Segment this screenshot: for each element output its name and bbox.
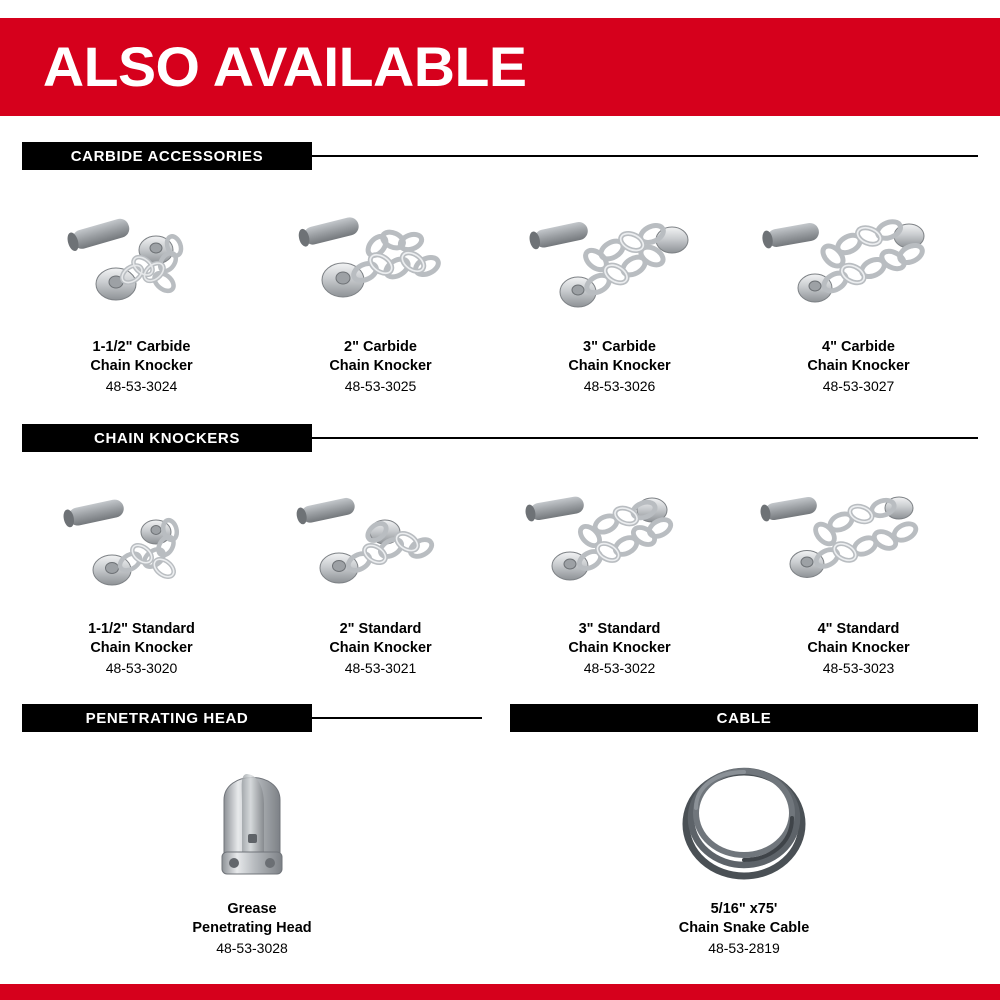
product-sku: 48-53-3026 (583, 378, 656, 395)
section-header-chain-knockers (22, 424, 978, 452)
product-sku: 48-53-3024 (105, 378, 178, 395)
carbide-chain-knocker-1-1-2-image (22, 188, 261, 338)
product-name-line2: Chain Knocker (329, 640, 432, 657)
product-card[interactable] (739, 470, 978, 679)
product-sku: 48-53-3022 (583, 660, 656, 677)
section-label: PENETRATING HEAD (22, 704, 312, 732)
chain-snake-cable-image (510, 745, 978, 900)
product-name-line1: 5/16" x75' (710, 901, 778, 917)
product-card[interactable] (22, 470, 261, 679)
product-sku: 48-53-2819 (708, 940, 780, 957)
standard-chain-knocker-4-image (739, 470, 978, 620)
product-name-line2: Chain Knocker (807, 358, 910, 375)
section-header-cable (510, 704, 978, 732)
grease-penetrating-head-image (22, 745, 482, 900)
product-card[interactable] (500, 470, 739, 679)
product-grid-chain-knockers (22, 470, 978, 679)
section-divider (312, 437, 978, 439)
product-card[interactable] (22, 188, 261, 397)
section-divider (312, 155, 978, 157)
product-name-line2: Chain Knocker (329, 358, 432, 375)
product-sku: 48-53-3028 (216, 940, 288, 957)
product-name-line1: 4" Standard (817, 621, 900, 637)
section-label: CABLE (510, 704, 978, 732)
product-name-line2: Chain Knocker (568, 358, 671, 375)
product-name-line1: 4" Carbide (822, 339, 895, 355)
product-card[interactable] (261, 470, 500, 679)
product-name-line2: Chain Knocker (568, 640, 671, 657)
product-card[interactable] (22, 745, 482, 959)
product-name-line1: 2" Standard (339, 621, 422, 637)
product-name-line2: Chain Knocker (807, 640, 910, 657)
product-name-line1: 1-1/2" Carbide (92, 339, 191, 355)
product-grid-carbide-accessories (22, 188, 978, 397)
product-sku: 48-53-3025 (344, 378, 417, 395)
product-card[interactable] (739, 188, 978, 397)
page-title: ALSO AVAILABLE (42, 35, 527, 98)
product-card[interactable] (510, 745, 978, 959)
product-name-line1: 1-1/2" Standard (88, 621, 195, 637)
product-name-line2: Chain Snake Cable (678, 920, 810, 937)
product-grid-cable (510, 745, 978, 959)
product-card[interactable] (261, 188, 500, 397)
product-card[interactable] (500, 188, 739, 397)
product-sku: 48-53-3020 (105, 660, 178, 677)
product-sku: 48-53-3023 (822, 660, 895, 677)
standard-chain-knocker-3-image (500, 470, 739, 620)
section-label: CHAIN KNOCKERS (22, 424, 312, 452)
section-header-penetrating-head (22, 704, 482, 732)
section-divider (312, 717, 482, 719)
product-name-line1: 3" Carbide (583, 339, 656, 355)
header-banner (0, 18, 1000, 116)
standard-chain-knocker-2-image (261, 470, 500, 620)
carbide-chain-knocker-2-image (261, 188, 500, 338)
carbide-chain-knocker-3-image (500, 188, 739, 338)
product-grid-penetrating-head (22, 745, 482, 959)
product-sku: 48-53-3027 (822, 378, 895, 395)
product-name-line2: Penetrating Head (192, 920, 312, 937)
footer-rule (0, 984, 1000, 1000)
standard-chain-knocker-1-1-2-image (22, 470, 261, 620)
product-name-line1: Grease (227, 901, 277, 917)
product-name-line2: Chain Knocker (90, 358, 193, 375)
product-name-line2: Chain Knocker (90, 640, 193, 657)
section-label: CARBIDE ACCESSORIES (22, 142, 312, 170)
section-header-carbide-accessories (22, 142, 978, 170)
product-sku: 48-53-3021 (344, 660, 417, 677)
product-name-line1: 3" Standard (578, 621, 661, 637)
carbide-chain-knocker-4-image (739, 188, 978, 338)
product-name-line1: 2" Carbide (344, 339, 417, 355)
